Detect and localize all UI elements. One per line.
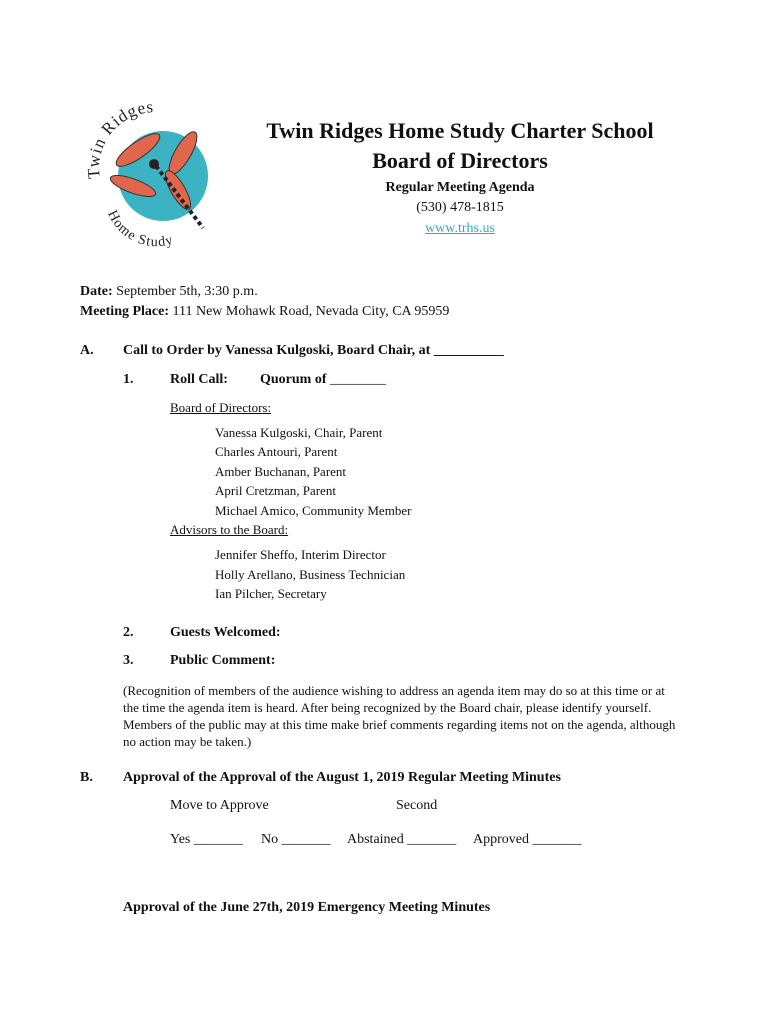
guests-label xyxy=(170,625,281,641)
section-a-letter xyxy=(80,343,94,359)
meeting-place xyxy=(80,304,449,320)
section-a-letter-text: A. xyxy=(80,343,94,358)
logo-top-text: Twin Ridges xyxy=(83,98,155,180)
roll-call-number xyxy=(123,372,134,388)
quorum xyxy=(260,372,386,388)
public-num: 3. xyxy=(123,653,134,668)
quorum-blank: ________ xyxy=(330,372,386,387)
place-value: 111 New Mohawk Road, Nevada City, CA 95959 xyxy=(169,304,450,319)
advisor: Holly Arellano, Business Technician xyxy=(215,567,406,582)
public-label-text: Public Comment: xyxy=(170,653,276,668)
board-member: April Cretzman, Parent xyxy=(215,483,336,498)
public-comment-text: (Recognition of members of the audience wishing to address an agenda item may do so at this time or at the time the agenda item is heard. After being recognized by the Board chair, please identify yourself. Members of the public may at this time make brief comments regarding items not on the agenda, although no action may be taken.) xyxy=(123,683,676,749)
section-a-title xyxy=(123,343,504,359)
public-label xyxy=(170,653,275,669)
second: Second xyxy=(396,798,438,813)
meeting-date xyxy=(80,284,258,300)
section-b-title-text: Approval of the Approval of the August 1, 2019 Regular Meeting Minutes xyxy=(123,770,561,785)
section-b-title-2 xyxy=(123,900,490,916)
vote-no: No _______ xyxy=(261,832,331,847)
quorum-label: Quorum of xyxy=(260,372,327,387)
board-member: Vanessa Kulgoski, Chair, Parent xyxy=(215,425,383,440)
school-name: Twin Ridges Home Study Charter School xyxy=(266,118,654,143)
board-title: Board of Directors xyxy=(372,148,548,173)
vote-yes: Yes _______ xyxy=(170,832,243,847)
board-member: Michael Amico, Community Member xyxy=(215,503,412,518)
logo-bottom-text: Home Study xyxy=(104,208,176,248)
advisors-heading: Advisors to the Board: xyxy=(170,522,289,537)
board-member: Amber Buchanan, Parent xyxy=(215,464,347,479)
meeting-type: Regular Meeting Agenda xyxy=(385,180,535,195)
guests-label-text: Guests Welcomed: xyxy=(170,625,281,640)
school-logo xyxy=(78,98,228,248)
roll-call-label xyxy=(170,372,228,388)
vote-abstained: Abstained _______ xyxy=(347,832,457,847)
roll-label: Roll Call: xyxy=(170,372,228,387)
date-value: September 5th, 3:30 p.m. xyxy=(112,284,258,299)
move-to-approve: Move to Approve xyxy=(170,798,269,813)
board-heading: Board of Directors: xyxy=(170,400,272,415)
roll-num: 1. xyxy=(123,372,134,387)
guests-num: 2. xyxy=(123,625,134,640)
section-a-title-text: Call to Order by Vanessa Kulgoski, Board Chair, at __________ xyxy=(123,343,504,358)
phone-number: (530) 478-1815 xyxy=(416,200,504,215)
date-label: Date: xyxy=(80,284,113,299)
public-number xyxy=(123,653,134,669)
vote-approved: Approved _______ xyxy=(473,832,582,847)
advisor: Ian Pilcher, Secretary xyxy=(215,586,327,601)
section-b-letter-text: B. xyxy=(80,770,93,785)
section-b-letter xyxy=(80,770,93,786)
section-b-title-2-text: Approval of the June 27th, 2019 Emergency Meeting Minutes xyxy=(123,900,491,915)
section-b-title xyxy=(123,770,561,786)
guests-number xyxy=(123,625,134,641)
place-label: Meeting Place: xyxy=(80,304,170,319)
board-member: Charles Antouri, Parent xyxy=(215,444,338,459)
website-link[interactable]: www.trhs.us xyxy=(425,221,495,236)
advisor: Jennifer Sheffo, Interim Director xyxy=(215,547,386,562)
